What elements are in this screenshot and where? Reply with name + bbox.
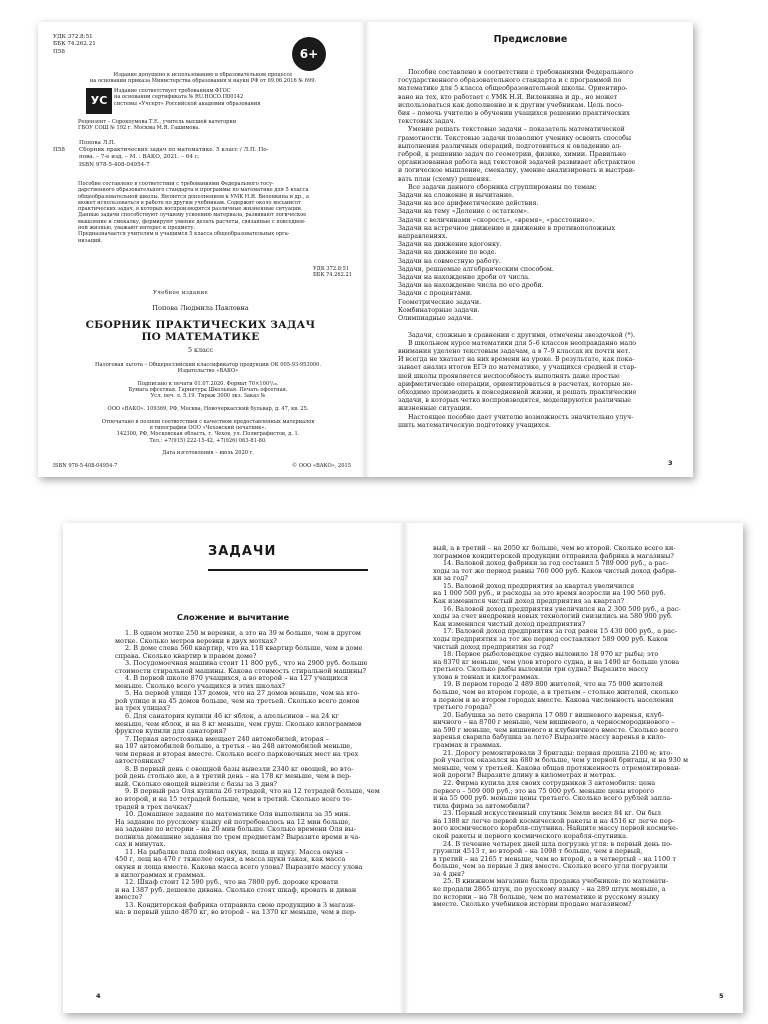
- page-4-problems: [63, 523, 403, 1013]
- edition-type: Учебное издание: [153, 290, 209, 296]
- preface-line: обходимо производить в повседневной жизни, и решать практические: [398, 388, 637, 396]
- problem-line: меньше. Сколько всего учащихся в этих школах?: [115, 682, 286, 690]
- problem-line: чистый доход предприятия за год?: [433, 643, 554, 651]
- problem-line: 2. В доме слева 560 квартир, что на 118 квартир больше, чем в доме: [125, 645, 363, 653]
- problem-line: 11. На рыбалке папа поймал окуня, леща и щуку. Масса окуня –: [125, 848, 349, 856]
- problem-line: справа. Сколько квартир в правом доме?: [115, 652, 257, 660]
- isbn-line: ISBN 978-5-408-04954-7: [79, 161, 150, 168]
- section-heading: ЗАДАЧИ: [208, 544, 277, 559]
- problem-line: на: в первый ушло 4870 кг, во второй – на 1370 кг меньше, чем в пер-: [115, 909, 357, 917]
- imprint-line: Отпечатано в полном соответствии с качеством предоставленных материалов: [101, 418, 315, 425]
- preface-line: жизненные ситуации.: [398, 405, 473, 413]
- problem-line: на 1388 кг легче первой космической ракеты и на 4516 кг легче пер-: [433, 817, 675, 825]
- imprint-line: Издательство «ВАКО»: [177, 368, 239, 375]
- problem-line: 15. Валовой доход предприятия за квартал увеличился: [443, 582, 635, 590]
- problem-line: и на 55 000 руб. меньше цены третьего. Сколько всего рублей запла-: [433, 795, 673, 803]
- problem-line: 17. Валовой доход предприятия за год равен 15 430 000 руб., а рас-: [443, 628, 678, 636]
- annotation-line: Данные задачи способствуют лучшему усвоению материала, развивают логическое: [78, 212, 307, 219]
- imprint-line: Усл. печ. л. 5,19. Тираж 3000 экз. Заказ №: [150, 393, 266, 400]
- problem-line: лограммов кондитерской продукции отправила фабрика в магазины?: [433, 552, 674, 560]
- problem-line: сах и минутах.: [115, 841, 166, 849]
- problem-line: на 107 автомобилей больше, а третья – на 248 автомобилей меньше,: [115, 743, 353, 751]
- annotation-line: Предназначается учителям и учащимся 5 класса общеобразовательных орга-: [78, 231, 290, 238]
- biblio-line: пова. – 7-е изд. – М. : ВАКО, 2021. – 64 с.: [79, 154, 200, 161]
- problem-line: на 590 г меньше, чем вишневого и клубничного вместе. Сколько всего: [433, 726, 679, 734]
- isbn-footer: ISBN 978-5-408-04954-7: [53, 463, 118, 469]
- problem-line: 14. Валовой доход фабрики за год составил 5 789 000 руб., а рас-: [443, 560, 669, 568]
- grade: 5 класс: [187, 346, 214, 354]
- imprint-line: в типографии ООО «Чеховский печатник».: [149, 424, 267, 431]
- preface-line: грамотности. Текстовые задачи позволяют ученику освоить способы: [398, 134, 632, 142]
- preface-line: текстовых задач.: [398, 118, 456, 126]
- preface-line: Задачи, решаемые алгебраическим способом.: [398, 265, 554, 273]
- preface-line: использоваться как дополнение и к другим учебникам. Цель посо-: [398, 101, 624, 109]
- copyright: © ООО «ВАКО», 2015: [291, 463, 351, 469]
- preface-text: [398, 69, 680, 430]
- author-full-name: Попова Людмила Павловна: [152, 304, 249, 312]
- page-2-footer: [53, 463, 351, 469]
- problem-line: мотке. Сколько метров веревки в двух мотках?: [115, 637, 277, 645]
- author-line: Попова Л.П.: [79, 140, 116, 146]
- imprint-block: [78, 362, 338, 456]
- preface-line: зывает анализ итогов ЕГЭ по математике, у учащихся средней и стар-: [398, 364, 637, 372]
- preface-line: Задачи с процентами.: [398, 290, 473, 298]
- problem-line: окуня и леща вместе. Какова масса всего улова? Выразите массу улова: [115, 863, 363, 871]
- problem-line: больше, чем за первые 3 дня вместе. Сколько всего угля погрузили: [433, 863, 668, 871]
- preface-line: арифметические операции, ориентироваться в расчетах, которые не-: [398, 380, 633, 388]
- reviewer-note: [78, 119, 338, 132]
- problem-line: 9. В первый раз Оля купила 26 тетрадей, что на 12 тетрадей больше, чем: [125, 788, 380, 796]
- preface-line: организованная работа над текстовой задачей развивает абстрактное: [398, 159, 636, 167]
- udk-block: [53, 34, 96, 56]
- problem-line: ничного – на 8700 г меньше, чем вишневого, а черносмородинового –: [433, 719, 675, 727]
- problem-line: в третий – на 2165 т меньше, чем во второй, а в четвертый – на 1100 т: [433, 855, 676, 863]
- problem-line: 21. Дорогу ремонтировали 3 бригады: первая прошла 2100 м; вто-: [443, 749, 673, 757]
- problem-line: 7. Первая автостоянка вмещает 240 автомобилей, вторая –: [125, 735, 330, 743]
- problem-line: вый. Сколько овощей вывезли с базы за 3 дня?: [115, 780, 278, 788]
- p58-mark: П58: [53, 147, 65, 154]
- problem-line: фруктов купили для санатория?: [115, 728, 227, 736]
- biblio-line: Сборник практических задач по математике. 5 класс / Л.П. По-: [79, 147, 269, 154]
- preface-line: Комбинаторные задачи.: [398, 306, 480, 314]
- problem-line: во второй, и на 15 тетрадей больше, чем в третий. Сколько всего те-: [115, 796, 353, 804]
- cert-line: Издание соответствует требованиям ФГОС: [114, 88, 231, 94]
- problem-line: 18. Первое рыболовецкое судно выловило 18 970 кг рыбы; это: [443, 651, 659, 659]
- problem-line: Как изменился чистый доход предприятия за квартал?: [433, 598, 625, 606]
- preface-line: Задачи на сложение и вычитание.: [398, 192, 514, 200]
- age-rating-badge: 6+: [292, 37, 326, 71]
- preface-line: Задачи на движение вдогонку.: [398, 241, 502, 249]
- preface-line: вано на тех, кто работает с УМК Н.Я. Виленкина и др., но может: [398, 93, 618, 101]
- preface-line: шить математическую подготовку учащихся.: [398, 421, 551, 429]
- problem-line: 24. В течение четырех дней шла погрузка угля: в первый день по-: [443, 840, 673, 848]
- problem-line: вого космического корабля-спутника. Найдите массу первой космиче-: [433, 825, 679, 833]
- reviewer-line: ГБОУ СОШ № 192 г. Москвы М.Я. Гашимова.: [78, 125, 200, 132]
- problem-line: меньше, чем у третьей. Какова общая протяженность отремонтирован-: [433, 764, 681, 772]
- preface-line: бия – помочь учителю в обучении учащихся решению практических: [398, 110, 630, 118]
- bibliographic-record: [53, 140, 353, 169]
- problem-line: граммах и граммах.: [433, 742, 502, 750]
- approval-note: [78, 72, 328, 85]
- problem-line: полнила домашние задания по трем предметам? Выразите время в ча-: [115, 833, 361, 841]
- book-title-line: ПО МАТЕМАТИКЕ: [141, 330, 260, 343]
- preface-line: направлениях.: [398, 233, 448, 241]
- problem-line: в килограммах и граммах.: [115, 871, 206, 879]
- page-3-preface: [368, 22, 693, 477]
- annotation-line: дарственного образовательного стандарта и программы по математике для 5 класса: [78, 187, 309, 194]
- problem-line: ходы предприятия за тот же период составляют 589 000 руб. Каков: [433, 635, 668, 643]
- problems-text: [115, 630, 387, 917]
- problem-line: 8. В первый день с овощной базы вывезли 2340 кг овощей, во вто-: [125, 765, 354, 773]
- page-number: 4: [96, 992, 101, 1000]
- preface-line: И всегда не хватает на них времени на уроке. В результате, как пока-: [398, 356, 635, 364]
- reviewer-line: Рецензент – Сорокоумова Т.Е., учитель высшей категории: [78, 119, 237, 125]
- heading-rule: [208, 569, 368, 571]
- cert-line: на основании сертификата № RU.НОСО.П00142: [114, 94, 244, 101]
- preface-line: Настоящее пособие дает учителю возможность значительно улуч-: [408, 413, 634, 421]
- problem-line: 1. В одном мотке 250 м веревки, а это на 39 м больше, чем в другом: [125, 630, 361, 637]
- imprint-line: Бумага офсетная. Гарнитура Школьная. Печать офсетная.: [128, 387, 288, 394]
- problem-line: меньше, чем яблок, и на 8 кг меньше, чем груш. Сколько килограммов: [115, 720, 362, 728]
- problem-line: 5. На первой улице 137 домов, что на 27 домов меньше, чем на вто-: [125, 690, 360, 698]
- problem-line: 25. В книжном магазине была продажа учебников: по математи-: [443, 878, 669, 886]
- preface-line: Геометрические задачи.: [398, 298, 482, 306]
- approval-line: на основании приказа Министерства образования и науки РФ от 09.06.2016 № 699.: [89, 78, 317, 85]
- annotation: [78, 181, 338, 244]
- preface-line: задачи, в которых четко воспроизводятся, моделируются различные: [398, 397, 632, 405]
- preface-line: шей школы проявляется неспособность выполнять даже простые: [398, 372, 620, 380]
- cert-line: системы «Учсерт» Российской академии образования: [114, 100, 261, 107]
- book-title-line: СБОРНИК ПРАКТИЧЕСКИХ ЗАДАЧ: [85, 319, 316, 331]
- ucsert-logo-text: УС: [88, 90, 110, 112]
- problem-line: вый, а в третий – на 2050 кг больше, чем во второй. Сколько всего ки-: [433, 545, 676, 552]
- problem-line: На задание по русскому языку ей потребовалось на 12 мин больше,: [115, 818, 351, 826]
- preface-line: Задачи с величинами «скорость», «время», «расстояние».: [398, 216, 595, 224]
- problem-line: тила фирма за автомобили?: [433, 802, 530, 810]
- ucsert-logo: [86, 88, 112, 114]
- annotation-line: ной жизнью, уважают интерес к предмету.: [78, 225, 196, 232]
- problem-line: ходы за тот же период равны 760 000 руб. Каков чистый доход фабри-: [433, 567, 677, 575]
- problem-line: на трех улицах?: [115, 705, 171, 713]
- topic-heading: Сложение и вычитание: [176, 612, 290, 622]
- problem-line: вместе?: [115, 894, 143, 902]
- problem-line: ки за год?: [433, 575, 468, 583]
- problem-line: ной дороги? Выразите длину в километрах и метрах.: [433, 772, 617, 780]
- problem-line: 12. Шкаф стоит 12 590 руб., что на 7800 руб. дороже кровати: [125, 879, 339, 887]
- imprint-line: Налоговая льгота – Общероссийский классификатор продукции ОК 005-93-953000.: [95, 362, 321, 368]
- page-5-problems: [408, 523, 743, 1013]
- preface-heading: Предисловие: [493, 34, 568, 45]
- imprint-line: Тел.: +7(915) 222-15-42, +7(926) 063-81-80.: [149, 437, 267, 444]
- preface-line: Задачи, сложные в сравнении с другими, отмечены звездочкой (*).: [408, 331, 636, 339]
- page-number: 3: [668, 459, 673, 467]
- preface-line: и логическое мышление, смекалку, умение анализировать и выстраи-: [398, 167, 636, 175]
- problems-text: [433, 545, 713, 909]
- problem-line: 22. Фирма купила для своих сотрудников 3 автомобиля: цена: [443, 779, 656, 787]
- problem-line: ской ракеты и первого космического корабля-спутника.: [433, 832, 629, 840]
- problem-line: на 8370 кг меньше, чем улов второго судна, и на 1490 кг больше улова: [433, 658, 680, 666]
- imprint-line: 142300, РФ, Московская область, г. Чехов, ул. Полиграфистов, д. 1.: [116, 431, 300, 438]
- approval-line: Издание допущено к использованию в образовательном процессе: [113, 72, 293, 78]
- preface-line: внимания уделено текстовым задачам, а в 7–9 классах их почти нет.: [398, 347, 631, 355]
- problem-line: улова в тоннах и килограммах.: [433, 673, 540, 681]
- problem-line: 10. Домашнее задание по математике Оля выполнила за 35 мин.: [125, 811, 351, 819]
- book-title: [38, 320, 363, 343]
- problem-line: 16. Валовой доход предприятия увеличился на 2 300 500 руб., а рас-: [443, 605, 681, 613]
- problem-line: по истории – на 78 больше, чем по математике и русскому языку: [433, 893, 660, 901]
- problem-line: грузили 4513 т, во второй – на 1098 т больше, чем в первый,: [433, 848, 643, 856]
- preface-line: Пособие составлено в соответствии с требованиями Федерального: [408, 69, 634, 76]
- problem-line: традей в трех пачках?: [115, 803, 192, 811]
- udk-line: УДК 372.8:51: [53, 34, 93, 40]
- preface-line: Умение решать текстовые задачи – показатель математической: [408, 126, 625, 134]
- page-number: 5: [719, 992, 724, 1000]
- preface-line: Олимпиадные задачи.: [398, 315, 473, 323]
- problem-line: 20. Бабушка за лето сварила 17 080 г вишневого варенья, клуб-: [443, 711, 664, 719]
- annotation-line: Пособие составлено в соответствии с требованиями Федерального госу-: [78, 181, 274, 187]
- problem-line: на задание по истории – на 20 мин больше. Сколько времени Оля вы-: [115, 826, 356, 834]
- preface-line: Задачи на движение по воде.: [398, 249, 497, 257]
- problem-line: 4. В первой школе 870 учащихся, а во второй – на 127 учащихся: [125, 675, 348, 683]
- problem-line: рой участок оказался на 680 м больше, чем у первой бригады, и на 930 м: [433, 757, 689, 765]
- problem-line: за 4 дня?: [433, 870, 465, 878]
- preface-line: государственного образовательного стандарта и с программой по: [398, 77, 622, 85]
- annotation-line: практических задач, в которых воспроизводятся различные жизненные ситуации.: [78, 206, 303, 213]
- preface-line: Задачи на совместную работу.: [398, 257, 501, 265]
- problem-line: третьего. Сколько рыбы выловили три судна? Выразите массу: [433, 666, 649, 674]
- annotation-line: общеобразовательной школы. Является дополнением к УМК Н.Я. Виленкина и др., а: [78, 193, 309, 200]
- page-2-imprint: [38, 22, 363, 477]
- problem-line: вместе. Сколько учебников истории продано магазином?: [433, 901, 632, 909]
- problem-line: ке продали 2865 штук, по русскому языку – на 289 штук меньше, а: [433, 886, 666, 894]
- problem-line: варенья сварила бабушка за лето? Выразите массу варенья в кило-: [433, 734, 666, 742]
- annotation-line: низаций.: [78, 237, 103, 244]
- problem-line: автостоянках?: [115, 758, 165, 766]
- p58-line: П58: [53, 48, 65, 55]
- imprint-line: Подписано к печати 01.07.2020. Формат 70×100¹/₁₆.: [137, 380, 279, 387]
- preface-line: Задачи на нахождение числа по его дроби.: [398, 282, 544, 290]
- problem-line: на 1 000 500 руб., и расходы за это время возросли на 190 560 руб.: [433, 590, 666, 598]
- problem-line: 450 г, лещ на 470 г тяжелее окуня, а масса щуки такая, как масса: [115, 856, 346, 864]
- preface-line: Задачи на тему «Деление с остатком».: [398, 208, 529, 216]
- bbk-line: ББК 74.262.21: [53, 41, 96, 48]
- problem-line: больше, чем во втором городе, а в третьем – столько жителей, сколько: [433, 688, 679, 696]
- preface-line: выполнения различных операций, подготовиться к овладению ал-: [398, 142, 622, 150]
- imprint-line: Дата изготовления – июль 2020 г.: [162, 450, 254, 457]
- book-spread-pages-2-3: [38, 22, 693, 477]
- problem-line: рой день столько же, а в третий день – на 178 кг меньше, чем в пер-: [115, 773, 352, 781]
- problem-line: третьего города?: [433, 704, 492, 712]
- bbk-line: ББК 74.262.21: [313, 272, 352, 279]
- problem-line: 23. Первый искусственный спутник Земли весил 84 кг. Он был: [443, 810, 662, 818]
- annotation-line: может использоваться в работе по другим учебникам. Содержит около восьмисот: [78, 199, 301, 206]
- problem-line: и на 1387 руб. дешевле дивана. Сколько стоят шкаф, кровать и диван: [115, 886, 357, 894]
- preface-line: Задачи на встречное движение и движение в противоположных: [398, 224, 616, 232]
- preface-line: Все задачи данного сборника сгруппированы по темам:: [408, 183, 597, 191]
- problem-line: ходы за счет внедрения новых технологий снизились на 580 900 руб.: [433, 613, 673, 621]
- problem-line: 19. В первом городе 2 489 800 жителей, что на 75 000 жителей: [443, 681, 663, 689]
- problem-line: в первом и во втором городах вместе. Какова численность населения: [433, 696, 674, 704]
- preface-line: геброй, к решению задач по геометрии, физике, химии. Правильно: [398, 151, 626, 159]
- problem-line: рой улице и на 45 домов больше, чем на третьей. Сколько всего домов: [115, 697, 360, 705]
- book-spread-pages-4-5: [63, 523, 743, 1013]
- udk-bottom: [313, 266, 352, 279]
- annotation-line: мышление и смекалку, формируют умение делать расчеты, связанные с повседнев-: [78, 218, 306, 225]
- udk-line: УДК 372.8:51: [313, 266, 350, 272]
- problem-line: 6. Для санатория купили 46 кг яблок, а апельсинов – на 24 кг: [125, 713, 339, 721]
- certificate-note: [114, 88, 344, 107]
- preface-line: вать план (схему) решения.: [398, 175, 492, 183]
- problem-line: 3. Посудомоечная машина стоит 11 800 руб., что на 2900 руб. больше: [125, 660, 368, 668]
- problem-line: 13. Кондитерская фабрика отправила свою продукцию в 3 магази-: [125, 901, 356, 909]
- preface-line: [398, 323, 680, 331]
- preface-line: В школьном курсе математики для 5–6 классов неоправданно мало: [408, 339, 637, 347]
- problem-line: стоимости стиральной машины. Какова стоимость стиральной машины?: [115, 667, 366, 675]
- preface-line: Задачи на все арифметические действия.: [398, 200, 539, 208]
- problem-line: чем первая и вторая вместе. Сколько всего парковочных мест на трех: [115, 750, 359, 758]
- preface-line: Задачи на нахождение дроби от числа.: [398, 274, 531, 282]
- imprint-line: ООО «ВАКО». 109369, РФ, Москва, Новочеркасский бульвар, д. 47, кв. 25.: [107, 406, 309, 413]
- preface-line: математике для 5 класса общеобразовательной школы. Ориентиро-: [398, 85, 628, 93]
- problem-line: первого – 509 000 руб.; это на 75 000 руб. меньше цены второго: [433, 787, 654, 795]
- problem-line: Как изменился чистый доход предприятия?: [433, 620, 586, 628]
